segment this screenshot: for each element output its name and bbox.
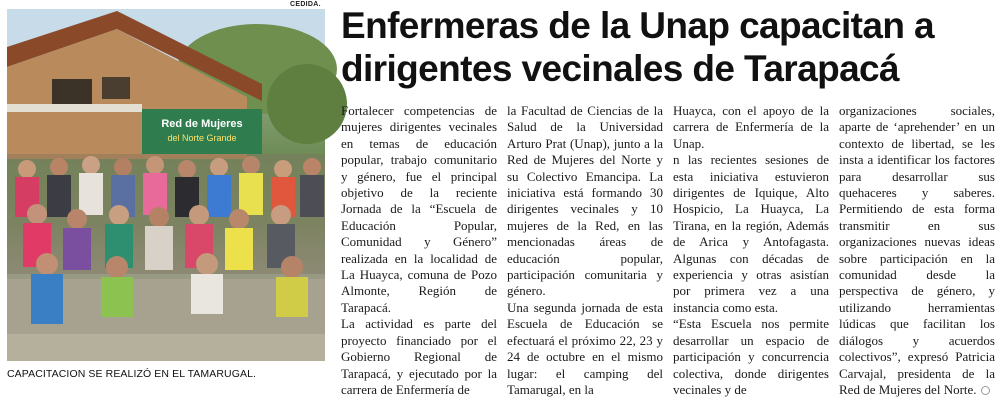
article-column-3 <box>673 103 829 397</box>
photo-credit: CEDIDA. <box>290 1 321 8</box>
article-column-4 <box>839 103 995 397</box>
paragraph: La actividad es parte del proyecto financiado por el Gobierno Regional de Tarapacá, y ejecutado por la carrera de Enfermería de <box>341 316 497 397</box>
group-photo-illustration <box>7 9 325 361</box>
article-body <box>341 103 996 397</box>
paragraph: Huayca, con el apoyo de la carrera de Enfermería de la Unap. <box>673 103 829 151</box>
group-photo <box>7 9 325 361</box>
article-column-1 <box>341 103 497 397</box>
article-column-2 <box>507 103 663 397</box>
paragraph: Una segunda jornada de esta Escuela de Educación se efectuará el próximo 22, 23 y 24 de octubre en el mismo lugar: el camping del Tamarugal, en la <box>507 299 663 397</box>
paragraph <box>839 103 995 398</box>
paragraph-text: organizaciones sociales, aparte de ‘aprehender’ en un contexto de libertad, se les insta a identificar los factores para desarrollar sus quehaceres y saberes. Permitiendo de esta forma transmitir en sus organizaciones nuevas ideas sobre participación en la comunidad desde la perspectiva de género, y utilizando herramientas lúdicas que facilitan los diálogos y acuerdos colectivos”, expresó Patricia Carvajal, presidenta de la Red de Mujeres del Norte. <box>839 103 995 397</box>
headline: Enfermeras de la Unap capacitan a dirigentes vecinales de Tarapacá <box>341 5 935 89</box>
paragraph: Fortalecer competencias de mujeres dirigentes vecinales en temas de educación popular, trabajo comunitario y género, fue el principal objetivo de la reciente Jornada de la “Escuela de Educación Popular, Comunidad y Género” realizada en la localidad de La Huayca, comuna de Pozo Almonte, Región de Tarapacá. <box>341 103 497 315</box>
paragraph: la Facultad de Ciencias de la Salud de la Universidad Arturo Prat (Unap), junto a la Red de Mujeres del Norte y su Colectivo Emancipa. La iniciativa está formando 30 dirigentes vecinales y 10 mujeres de la Red, en las mencionadas áreas de educación popular, participación comunitaria y género. <box>507 103 663 299</box>
paragraph: “Esta Escuela nos permite desarrollar un espacio de participación y concurrencia colectiva, donde dirigentes vecinales y de <box>673 316 829 397</box>
end-of-article-icon <box>981 386 990 395</box>
svg-text:del Norte Grande: del Norte Grande <box>167 133 237 143</box>
photo-caption: CAPACITACION SE REALIZÓ EN EL TAMARUGAL. <box>7 368 257 380</box>
paragraph: n las recientes sesiones de esta iniciativa estuvieron dirigentes de Iquique, Alto Hospicio, La Huayca, La Tirana, en la región, Además de Arica y Antofagasta. Algunas con décadas de experiencia y otras asistían por primera vez a una instancia como esta. <box>673 152 829 315</box>
svg-text:Red de Mujeres: Red de Mujeres <box>161 118 243 130</box>
banner <box>142 109 262 154</box>
